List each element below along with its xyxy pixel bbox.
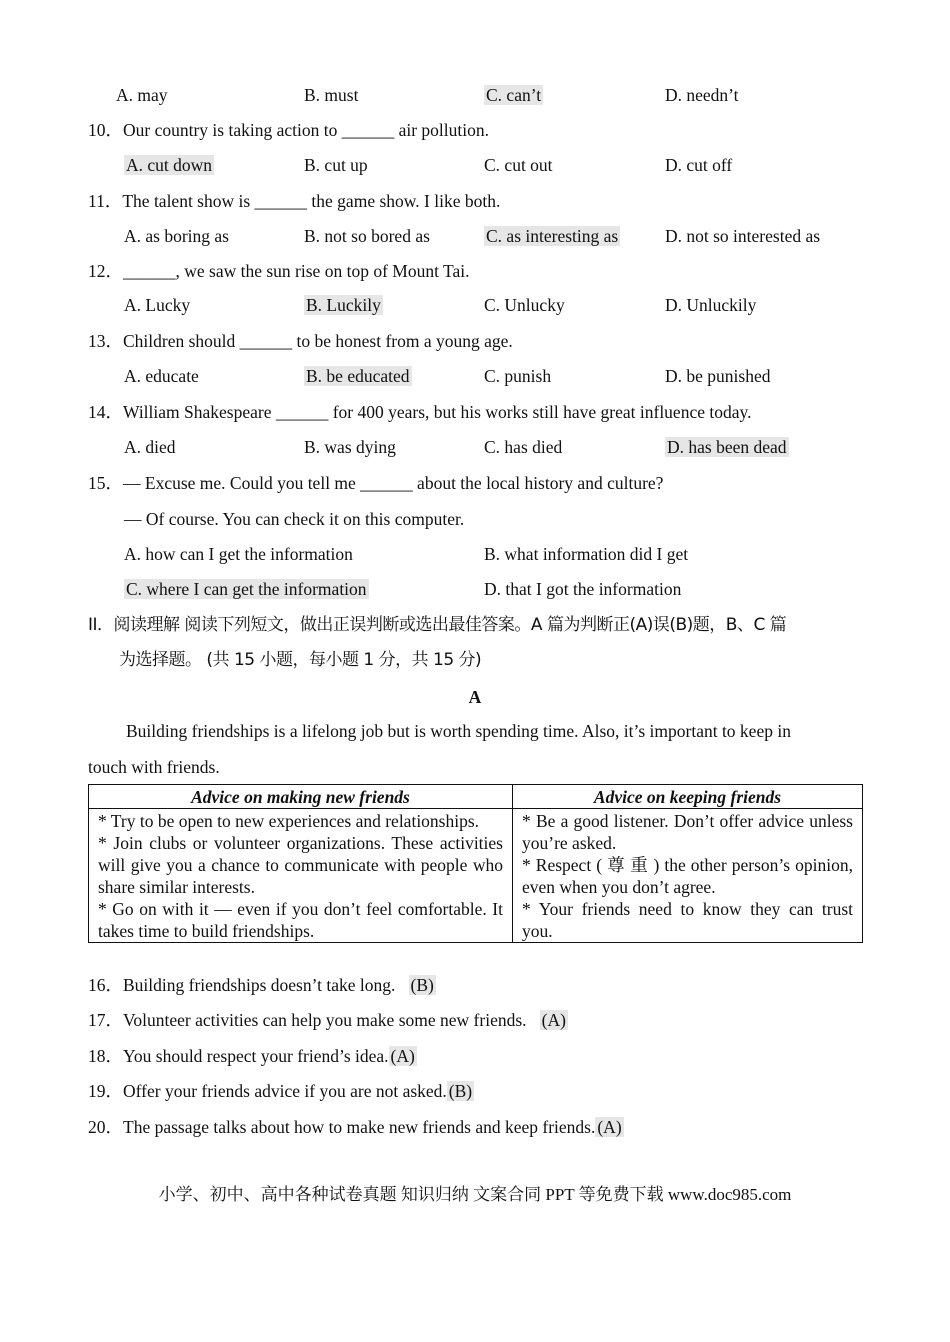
question-18 (88, 1045, 417, 1067)
option-q10-d: D. cut off (665, 155, 733, 175)
option-q15-a: A. how can I get the information (124, 544, 353, 564)
passage-intro: Building friendships is a lifelong job but is worth spending time. Also, it’s important to keep in (126, 721, 791, 741)
option-q10-a: A. cut down (126, 155, 213, 175)
option-q15-b: B. what information did I get (484, 544, 689, 564)
question-10 (88, 119, 489, 141)
question-number: 16． (88, 975, 123, 995)
question-15 (88, 472, 663, 494)
option-q13-a: A. educate (124, 366, 199, 386)
option-q14-a: A. died (124, 437, 176, 457)
option-q11-c: C. as interesting as (486, 226, 619, 246)
question-text: Our country is taking action to ______ air pollution. (123, 120, 489, 140)
advice-item: * Respect ( 尊 重 ) the other person’s opinion, even when you don’t agree. (522, 855, 853, 897)
keeping-friends-advice (513, 809, 863, 943)
question-text: The passage talks about how to make new friends and keep friends. (123, 1117, 596, 1137)
question-13 (88, 330, 513, 352)
table-header-making: Advice on making new friends (89, 785, 513, 809)
question-19 (88, 1080, 474, 1102)
answer-mark: (B) (448, 1081, 473, 1101)
section-heading: II．阅读理解 阅读下列短文，做出正误判断或选出最佳答案。A 篇为判断正(A)误(B)题，B、C 篇 (88, 615, 787, 635)
advice-item: * Join clubs or volunteer organizations. These activities will give you a chance to communicate with people who share similar interests. (98, 833, 503, 897)
making-friends-advice (89, 809, 513, 943)
question-14 (88, 401, 751, 423)
table-header-keeping: Advice on keeping friends (513, 785, 863, 809)
advice-item: * Go on with it — even if you don’t feel comfortable. It takes time to build friendships. (98, 899, 503, 941)
option-q10-b: B. cut up (304, 155, 368, 175)
question-text: — Excuse me. Could you tell me ______ about the local history and culture? (123, 473, 664, 493)
option-q13-c: C. punish (484, 366, 552, 386)
question-text: Offer your friends advice if you are not asked. (123, 1081, 447, 1101)
question-11 (88, 190, 500, 212)
question-17 (88, 1009, 568, 1031)
option-q13-b: B. be educated (306, 366, 410, 386)
section-heading-cont: 为选择题。 (共 15 小题，每小题 1 分，共 15 分) (119, 650, 482, 670)
advice-item: * Try to be open to new experiences and relationships. (98, 811, 480, 831)
question-text: Children should ______ to be honest from a young age. (123, 331, 513, 351)
question-number: 17． (88, 1010, 123, 1030)
question-text: You should respect your friend’s idea. (123, 1046, 389, 1066)
question-15-reply: — Of course. You can check it on this computer. (124, 509, 465, 529)
question-text: Volunteer activities can help you make some new friends. (123, 1010, 527, 1030)
option-q15-c: C. where I can get the information (126, 579, 367, 599)
question-number: 14． (88, 402, 123, 422)
question-20 (88, 1116, 624, 1138)
option-q14-d: D. has been dead (667, 437, 787, 457)
option-q9-d: D. needn’t (665, 85, 739, 105)
advice-item: * Be a good listener. Don’t offer advice unless you’re asked. (522, 811, 853, 853)
option-q9-c: C. can’t (486, 85, 542, 105)
answer-mark: (A) (541, 1010, 566, 1030)
question-text: Building friendships doesn’t take long. (123, 975, 396, 995)
option-q12-d: D. Unluckily (665, 295, 757, 315)
passage-intro-cont: touch with friends. (88, 757, 220, 777)
question-number: 18． (88, 1046, 123, 1066)
option-q11-b: B. not so bored as (304, 226, 430, 246)
option-q11-d: D. not so interested as (665, 226, 821, 246)
option-q11-a: A. as boring as (124, 226, 229, 246)
option-q13-d: D. be punished (665, 366, 771, 386)
option-q14-b: B. was dying (304, 437, 396, 457)
option-q9-b: B. must (304, 85, 359, 105)
option-q14-c: C. has died (484, 437, 563, 457)
option-q12-b: B. Luckily (306, 295, 381, 315)
question-number: 15． (88, 473, 123, 493)
answer-mark: (B) (410, 975, 434, 995)
question-text: William Shakespeare ______ for 400 years, but his works still have great influence today. (123, 402, 752, 422)
page-footer: 小学、初中、高中各种试卷真题 知识归纳 文案合同 PPT 等免费下载 www.doc985.com (158, 1185, 792, 1204)
question-text: ______, we saw the sun rise on top of Mount Tai. (123, 261, 470, 281)
option-q9-a: A. may (116, 85, 168, 105)
answer-mark: (A) (390, 1046, 415, 1066)
question-number: 12． (88, 261, 123, 281)
question-number: 20． (88, 1117, 123, 1137)
answer-mark: (A) (597, 1117, 622, 1137)
option-q15-d: D. that I got the information (484, 579, 682, 599)
question-number: 11． (88, 191, 123, 211)
option-q10-c: C. cut out (484, 155, 553, 175)
question-text: The talent show is ______ the game show. I like both. (122, 191, 501, 211)
question-number: 13． (88, 331, 123, 351)
advice-table (88, 784, 863, 943)
question-number: 10． (88, 120, 123, 140)
question-16 (88, 974, 436, 996)
passage-heading: A (468, 687, 482, 707)
question-12 (88, 260, 469, 282)
advice-item: * Your friends need to know they can trust you. (522, 899, 853, 941)
question-number: 19． (88, 1081, 123, 1101)
option-q12-a: A. Lucky (124, 295, 191, 315)
option-q12-c: C. Unlucky (484, 295, 565, 315)
